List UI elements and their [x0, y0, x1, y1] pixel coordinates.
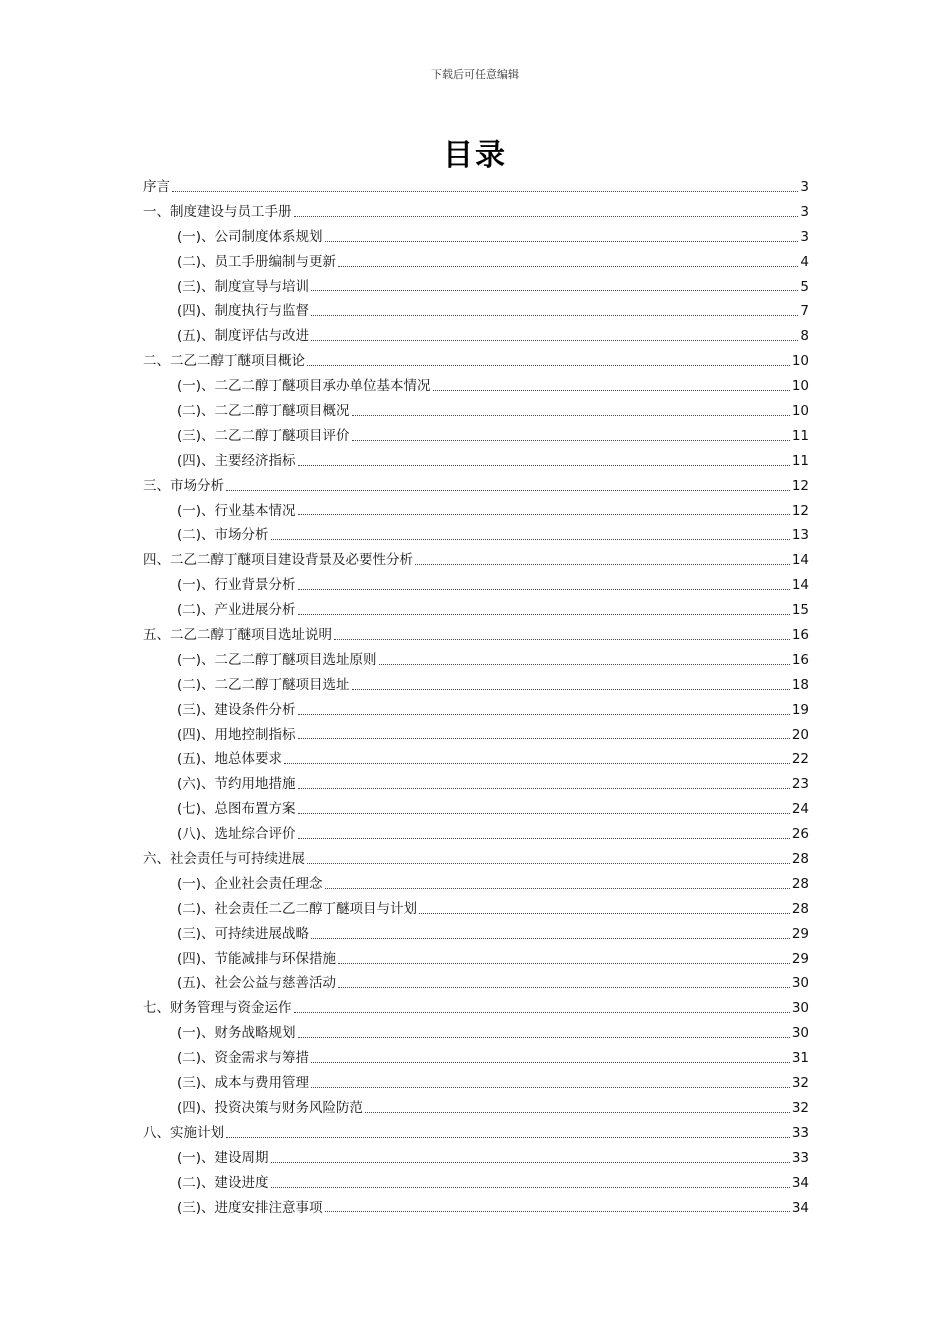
- toc-entry-page-number: 5: [800, 278, 809, 295]
- toc-entry-title: (四)、节能减排与环保措施: [177, 950, 337, 967]
- toc-entry[interactable]: [143, 1021, 809, 1046]
- toc-entry-page-number: 14: [791, 577, 809, 594]
- dot-leader: [311, 1062, 790, 1063]
- toc-entry[interactable]: [143, 623, 809, 648]
- page-header: 下载后可任意编辑: [431, 68, 519, 81]
- toc-entry-page-number: 3: [800, 228, 809, 245]
- toc-entry[interactable]: [143, 822, 809, 847]
- dot-leader: [294, 216, 799, 217]
- toc-entry-title: (五)、社会公益与慈善活动: [177, 975, 337, 992]
- toc-entry[interactable]: [143, 474, 809, 499]
- toc-entry[interactable]: [143, 573, 809, 598]
- dot-leader: [352, 689, 790, 690]
- toc-entry-title: (一)、行业基本情况: [177, 502, 296, 519]
- dot-leader: [311, 315, 798, 316]
- toc-entry-title: (二)、二乙二醇丁醚项目概况: [177, 403, 350, 419]
- toc-entry-title: 四、二乙二醇丁醚项目建设背景及必要性分析: [143, 552, 413, 569]
- toc-entry-title: (三)、二乙二醇丁醚项目评价: [177, 427, 350, 444]
- dot-leader: [284, 763, 790, 764]
- toc-entry-title: (五)、制度评估与改进: [177, 328, 310, 345]
- toc-entry-page-number: 8: [800, 328, 809, 345]
- toc-entry-page-number: 12: [791, 477, 809, 494]
- toc-entry-page-number: 29: [791, 925, 809, 942]
- toc-entry-title: (二)、产业进展分析: [177, 602, 296, 619]
- toc-entry-title: (二)、员工手册编制与更新: [177, 253, 337, 270]
- dot-leader: [298, 838, 790, 839]
- toc-entry-page-number: 32: [791, 1099, 809, 1116]
- dot-leader: [307, 863, 790, 864]
- dot-leader: [298, 738, 790, 739]
- toc-entry-page-number: 15: [791, 602, 809, 619]
- toc-entry-page-number: 32: [791, 1075, 809, 1092]
- toc-entry[interactable]: [143, 648, 809, 673]
- table-of-contents: [143, 175, 809, 1220]
- toc-entry-page-number: 34: [791, 1174, 809, 1191]
- toc-entry[interactable]: [143, 424, 809, 449]
- toc-entry-page-number: 14: [791, 552, 809, 569]
- toc-entry-title: (二)、社会责任二乙二醇丁醚项目与计划: [177, 900, 418, 917]
- toc-entry[interactable]: [143, 548, 809, 573]
- toc-entry-title: 序言: [143, 178, 170, 195]
- toc-entry[interactable]: [143, 250, 809, 275]
- dot-leader: [338, 987, 790, 988]
- toc-entry-page-number: 3: [800, 203, 809, 220]
- toc-entry-page-number: 7: [800, 303, 809, 320]
- toc-entry-title: (四)、投资决策与财务风险防范: [177, 1099, 364, 1116]
- toc-entry[interactable]: [143, 374, 809, 399]
- toc-entry[interactable]: [143, 972, 809, 997]
- toc-entry[interactable]: [143, 275, 809, 300]
- dot-leader: [311, 1087, 790, 1088]
- dot-leader: [311, 290, 798, 291]
- toc-entry-page-number: 10: [791, 403, 809, 419]
- toc-entry[interactable]: [143, 897, 809, 922]
- toc-entry-page-number: 18: [791, 676, 809, 693]
- dot-leader: [311, 938, 790, 939]
- toc-entry[interactable]: [143, 872, 809, 897]
- toc-entry[interactable]: [143, 1046, 809, 1071]
- toc-entry-title: (四)、主要经济指标: [177, 452, 296, 469]
- dot-leader: [172, 191, 798, 192]
- toc-entry[interactable]: [143, 1096, 809, 1121]
- dot-leader: [311, 340, 798, 341]
- toc-entry-page-number: 11: [791, 427, 809, 444]
- toc-entry-page-number: 34: [791, 1199, 809, 1216]
- toc-entry-page-number: 22: [791, 751, 809, 768]
- toc-entry[interactable]: [143, 723, 809, 748]
- toc-entry[interactable]: [143, 523, 809, 548]
- toc-entry-title: (一)、二乙二醇丁醚项目选址原则: [177, 651, 377, 668]
- toc-entry[interactable]: [143, 1146, 809, 1171]
- dot-leader: [298, 714, 790, 715]
- toc-entry-title: 六、社会责任与可持续进展: [143, 851, 305, 868]
- toc-entry-page-number: 10: [791, 378, 809, 395]
- toc-entry-title: (五)、地总体要求: [177, 751, 283, 768]
- toc-entry-title: (一)、公司制度体系规划: [177, 228, 323, 245]
- toc-entry-title: (二)、市场分析: [177, 527, 269, 544]
- toc-entry[interactable]: [143, 922, 809, 947]
- toc-entry-page-number: 13: [791, 527, 809, 544]
- toc-entry-title: (三)、建设条件分析: [177, 701, 296, 718]
- toc-entry-title: (二)、建设进度: [177, 1174, 269, 1191]
- toc-entry-title: (三)、可持续进展战略: [177, 925, 310, 942]
- dot-leader: [294, 1012, 790, 1013]
- dot-leader: [365, 1112, 790, 1113]
- toc-entry-page-number: 28: [791, 851, 809, 868]
- toc-entry-title: 五、二乙二醇丁醚项目选址说明: [143, 627, 332, 644]
- toc-entry-page-number: 12: [791, 502, 809, 519]
- toc-entry-page-number: 30: [791, 975, 809, 992]
- dot-leader: [298, 788, 790, 789]
- toc-entry[interactable]: [143, 698, 809, 723]
- toc-entry[interactable]: [143, 200, 809, 225]
- toc-entry[interactable]: [143, 747, 809, 772]
- toc-entry[interactable]: [143, 399, 809, 424]
- dot-leader: [419, 913, 790, 914]
- dot-leader: [338, 963, 790, 964]
- toc-entry[interactable]: [143, 772, 809, 797]
- toc-entry-page-number: 11: [791, 452, 809, 469]
- dot-leader: [298, 1037, 790, 1038]
- toc-entry-title: (三)、成本与费用管理: [177, 1075, 310, 1092]
- dot-leader: [226, 490, 790, 491]
- toc-entry[interactable]: [143, 1121, 809, 1146]
- toc-entry-title: (二)、二乙二醇丁醚项目选址: [177, 676, 350, 693]
- toc-entry[interactable]: [143, 175, 809, 200]
- dot-leader: [433, 390, 790, 391]
- toc-entry[interactable]: [143, 996, 809, 1021]
- toc-entry-page-number: 3: [800, 178, 809, 195]
- toc-entry-page-number: 4: [800, 253, 809, 270]
- toc-entry-page-number: 26: [791, 826, 809, 843]
- toc-entry[interactable]: [143, 847, 809, 872]
- toc-entry-title: (一)、行业背景分析: [177, 577, 296, 594]
- toc-entry-page-number: 33: [791, 1149, 809, 1166]
- toc-entry[interactable]: [143, 598, 809, 623]
- toc-entry-page-number: 16: [791, 627, 809, 644]
- toc-entry-title: 一、制度建设与员工手册: [143, 203, 292, 220]
- toc-entry[interactable]: [143, 673, 809, 698]
- toc-entry-title: 七、财务管理与资金运作: [143, 1000, 292, 1017]
- dot-leader: [271, 1162, 790, 1163]
- dot-leader: [334, 639, 790, 640]
- toc-entry-page-number: 28: [791, 875, 809, 892]
- toc-entry-title: (一)、二乙二醇丁醚项目承办单位基本情况: [177, 378, 431, 395]
- dot-leader: [379, 664, 790, 665]
- dot-leader: [338, 266, 798, 267]
- dot-leader: [415, 564, 790, 565]
- dot-leader: [325, 241, 799, 242]
- toc-entry[interactable]: [143, 797, 809, 822]
- toc-entry-title: (四)、用地控制指标: [177, 726, 296, 743]
- toc-entry-title: (一)、财务战略规划: [177, 1025, 296, 1042]
- toc-entry-title: 二、二乙二醇丁醚项目概论: [143, 353, 305, 370]
- toc-entry[interactable]: [143, 324, 809, 349]
- toc-entry-page-number: 31: [791, 1050, 809, 1067]
- toc-entry-page-number: 19: [791, 701, 809, 718]
- toc-entry[interactable]: [143, 299, 809, 324]
- toc-entry-title: (三)、进度安排注意事项: [177, 1199, 323, 1216]
- dot-leader: [325, 888, 790, 889]
- toc-entry-page-number: 33: [791, 1124, 809, 1141]
- toc-entry-page-number: 24: [791, 801, 809, 818]
- dot-leader: [298, 465, 790, 466]
- toc-entry[interactable]: [143, 349, 809, 374]
- toc-entry-title: (二)、资金需求与筹措: [177, 1050, 310, 1067]
- dot-leader: [298, 813, 790, 814]
- toc-entry[interactable]: [143, 225, 809, 250]
- toc-entry-title: (四)、制度执行与监督: [177, 303, 310, 320]
- toc-entry-title: (六)、节约用地措施: [177, 776, 296, 793]
- toc-entry[interactable]: [143, 1171, 809, 1196]
- toc-entry-page-number: 29: [791, 950, 809, 967]
- toc-entry-title: (八)、选址综合评价: [177, 826, 296, 843]
- toc-entry-page-number: 20: [791, 726, 809, 743]
- dot-leader: [352, 415, 790, 416]
- toc-entry-page-number: 16: [791, 651, 809, 668]
- dot-leader: [325, 1211, 790, 1212]
- toc-entry[interactable]: [143, 1071, 809, 1096]
- toc-entry-title: (三)、制度宣导与培训: [177, 278, 310, 295]
- toc-entry-page-number: 30: [791, 1025, 809, 1042]
- toc-entry[interactable]: [143, 499, 809, 524]
- toc-entry-title: 三、市场分析: [143, 477, 224, 494]
- toc-entry-title: (一)、企业社会责任理念: [177, 875, 323, 892]
- dot-leader: [298, 589, 790, 590]
- toc-entry[interactable]: [143, 947, 809, 972]
- toc-entry-title: (一)、建设周期: [177, 1149, 269, 1166]
- toc-entry[interactable]: [143, 1196, 809, 1221]
- toc-title: 目录: [443, 138, 507, 173]
- toc-entry-page-number: 23: [791, 776, 809, 793]
- toc-entry[interactable]: [143, 449, 809, 474]
- dot-leader: [307, 365, 790, 366]
- toc-entry-title: 八、实施计划: [143, 1124, 224, 1141]
- dot-leader: [352, 440, 790, 441]
- toc-entry-page-number: 28: [791, 900, 809, 917]
- dot-leader: [298, 614, 790, 615]
- dot-leader: [298, 514, 790, 515]
- dot-leader: [271, 539, 790, 540]
- toc-entry-page-number: 10: [791, 353, 809, 370]
- dot-leader: [271, 1187, 790, 1188]
- toc-entry-page-number: 30: [791, 1000, 809, 1017]
- toc-entry-title: (七)、总图布置方案: [177, 801, 296, 818]
- dot-leader: [226, 1137, 790, 1138]
